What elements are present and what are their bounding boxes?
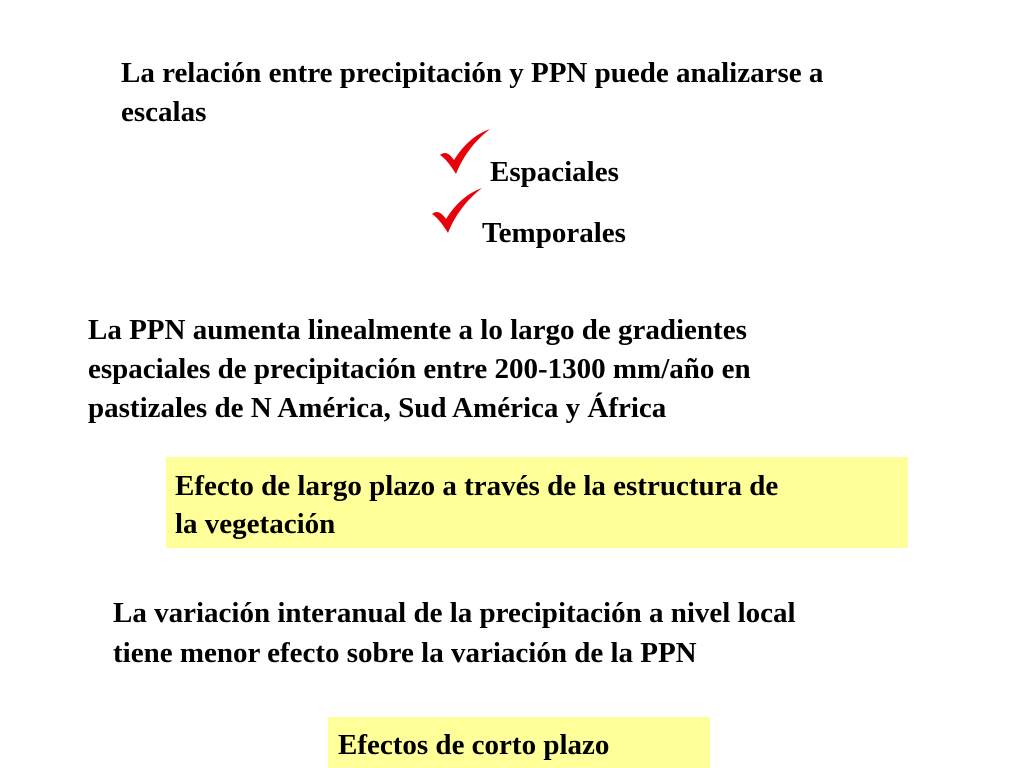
paragraph-interannual-line-1: La variación interanual de la precipitación a nivel local <box>113 597 796 629</box>
highlight-short-term-line-1: Efectos de corto plazo <box>338 729 610 761</box>
highlight-box-short-term <box>328 717 710 768</box>
checkmark-icon <box>436 128 492 178</box>
highlight-long-term-line-1: Efecto de largo plazo a través de la estructura de <box>175 470 779 502</box>
highlight-box-long-term <box>166 457 908 548</box>
paragraph-spatial-line-3: pastizales de N América, Sud América y África <box>88 392 667 424</box>
checklist-item-espaciales: Espaciales <box>490 156 619 188</box>
paragraph-spatial-line-2: espaciales de precipitación entre 200-1300 mm/año en <box>88 353 751 385</box>
checklist-item-temporales: Temporales <box>482 217 626 249</box>
checkmark-icon <box>428 187 484 237</box>
intro-line-1: La relación entre precipitación y PPN puede analizarse a <box>121 57 824 89</box>
paragraph-spatial-line-1: La PPN aumenta linealmente a lo largo de gradientes <box>88 314 747 346</box>
intro-line-2: escalas <box>121 96 207 128</box>
paragraph-interannual-line-2: tiene menor efecto sobre la variación de la PPN <box>113 637 697 669</box>
highlight-long-term-line-2: la vegetación <box>175 508 336 540</box>
